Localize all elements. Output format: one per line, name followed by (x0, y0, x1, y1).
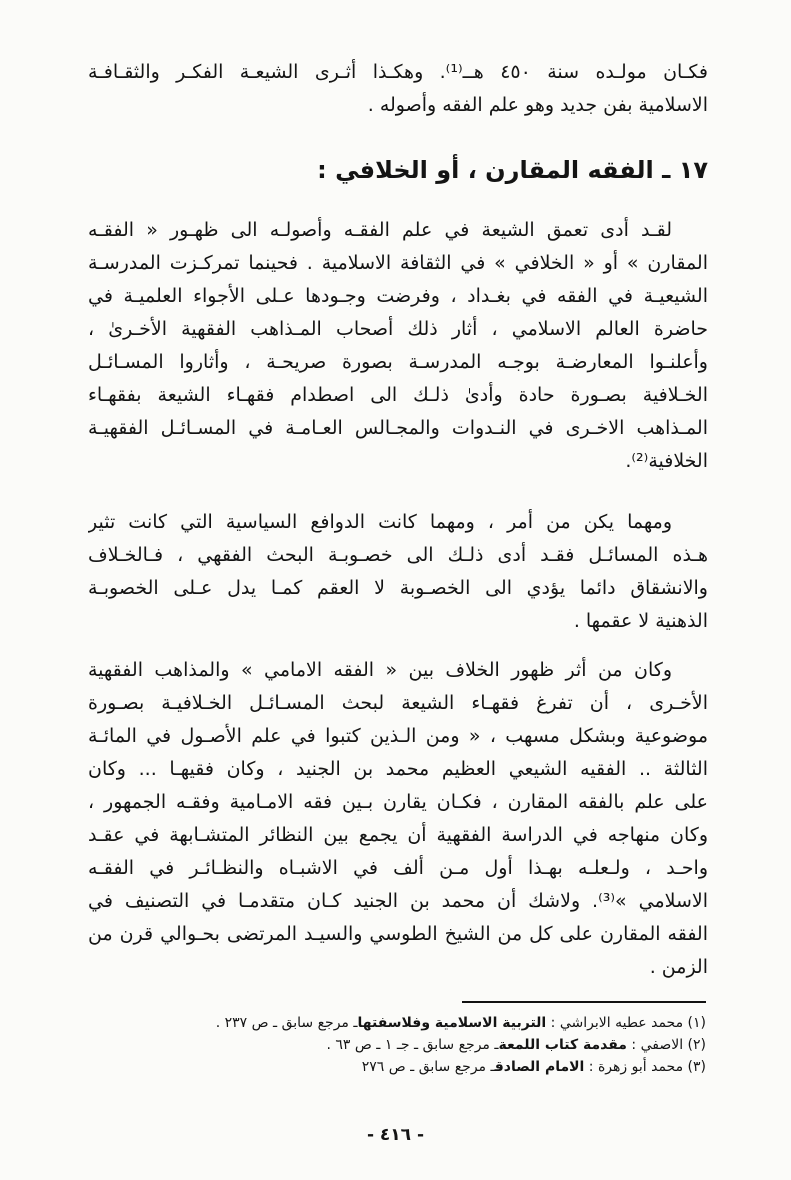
text-line: لقـد أدى تعمق الشيعة في علم الفقـه وأصولـه الى ظهـور « الفقـه (88, 219, 672, 241)
text-line: الزمن . (649, 956, 708, 978)
text-line: الثالثة .. الفقيه الشيعي العظيم محمد بن الجنيد ، وكان فقيهـا ... وكان (88, 758, 708, 780)
text-line: هـذه المسائـل فقـد أدى ذلـك الى خصـوبـة البحث الفقهي ، فـالخـلاف (88, 544, 708, 566)
text-line: المـذاهب الاخـرى في النـدوات والمجـالس العـامـة في المسـائـل الفقهيـة (88, 417, 708, 439)
footnote-2 (100, 1034, 706, 1056)
footnote-ref: ـ مرجع سابق ـ ص ٢٧٦ (361, 1059, 495, 1075)
text-line: الأخـرى ، أن تفرغ فقهـاء الشيعة لبحث المسـائـل الخـلافيـة بصـورة (88, 692, 708, 714)
text-line: الخلافية⁽²⁾. (625, 450, 708, 472)
footnote-title: التربية الاسلامية وفلاسفتها (357, 1015, 547, 1031)
section-heading: ١٧ ـ الفقه المقارن ، أو الخلافي : (317, 156, 708, 184)
text-line: ومهما يكن من أمر ، ومهما كانت الدوافع السياسية التي كانت تثير (88, 511, 672, 533)
intro-paragraph (88, 56, 708, 122)
paragraph-3 (88, 654, 708, 984)
paragraph-1 (88, 214, 708, 478)
footnote-author: (٢) الاصفي : (626, 1037, 706, 1053)
text-line: وكان منهاجه في الدراسة الفقهية أن يجمع بين النظائر المتشـابهة في عقـد (88, 824, 708, 846)
footnote-title: مقدمة كتاب اللمعة (498, 1037, 627, 1053)
text-line: فكـان مولـده سنة ٤٥٠ هــ⁽¹⁾. وهكـذا أثـرى الشيعـة الفكـر والثقـافـة (88, 61, 708, 83)
text-line: الخـلافية بصـورة حادة وأدىٰ ذلـك الى اصطدام فقهـاء الشيعة بفقهـاء (88, 384, 708, 406)
footnote-author: (٣) محمد أبو زهرة : (584, 1059, 706, 1075)
text-line: الذهنية لا عقمها . (573, 610, 708, 632)
text-line: المقارن » أو « الخلافي » في الثقافة الاسلامية . فحينما تمركـزت المدرسـة (88, 252, 708, 274)
footnote-divider (462, 1001, 706, 1003)
text-line: واحـد ، ولـعلـه بهـذا أول مـن ألف في الاشبـاه والنظـائـر في الفقـه (88, 857, 708, 879)
page-number: - ٤١٦ - (366, 1125, 425, 1145)
text-line: وكان من أثر ظهور الخلاف بين « الفقه الامامي » والمذاهب الفقهية (88, 659, 672, 681)
footnote-ref: ـ مرجع سابق ـ جـ ١ ـ ص ٦٣ . (326, 1037, 499, 1053)
footnote-1 (100, 1012, 706, 1034)
text-line: الاسلامي »⁽³⁾. ولاشك أن محمد بن الجنيد كـان متقدمـا في التصنيف في (88, 890, 708, 912)
text-line: الاسلامية بفن جديد وهو علم الفقه وأصوله . (367, 94, 708, 116)
footnote-author: (١) محمد عطيه الابراشي : (546, 1015, 706, 1031)
footnote-ref: ـ مرجع سابق ـ ص ٢٣٧ . (215, 1015, 358, 1031)
footnote-3 (100, 1056, 706, 1078)
text-line: والانشقاق دائما يؤدي الى الخصـوبة لا العقم كمـا يدل عـلى الخصوبـة (88, 577, 708, 599)
text-line: حاضرة العالم الاسلامي ، أثار ذلك أصحاب المـذاهب الفقهية الأخـرىٰ ، (88, 318, 708, 340)
text-line: على علم بالفقه المقارن ، فكـان يقارن بـين فقه الامـامية وفقـه الجمهور ، (88, 791, 708, 813)
footnote-title: الامام الصادق (494, 1059, 585, 1075)
paragraph-2 (88, 506, 708, 638)
text-line: وأعلنـوا المعارضـة بوجـه المدرسـة بصورة صريحـة ، وأثاروا المسـائـل (88, 351, 708, 373)
text-line: موضوعية وبشكل مسهب ، « ومن الـذين كتبوا في علم الأصـول في المائـة (88, 725, 708, 747)
text-line: الفقه المقارن على كل من الشيخ الطوسي والسيـد المرتضى بحـوالي قرن من (88, 923, 708, 945)
text-line: الشيعيـة في الفقه في بغـداد ، وفرضت وجـودها عـلى الأجواء العلميـة في (88, 285, 708, 307)
